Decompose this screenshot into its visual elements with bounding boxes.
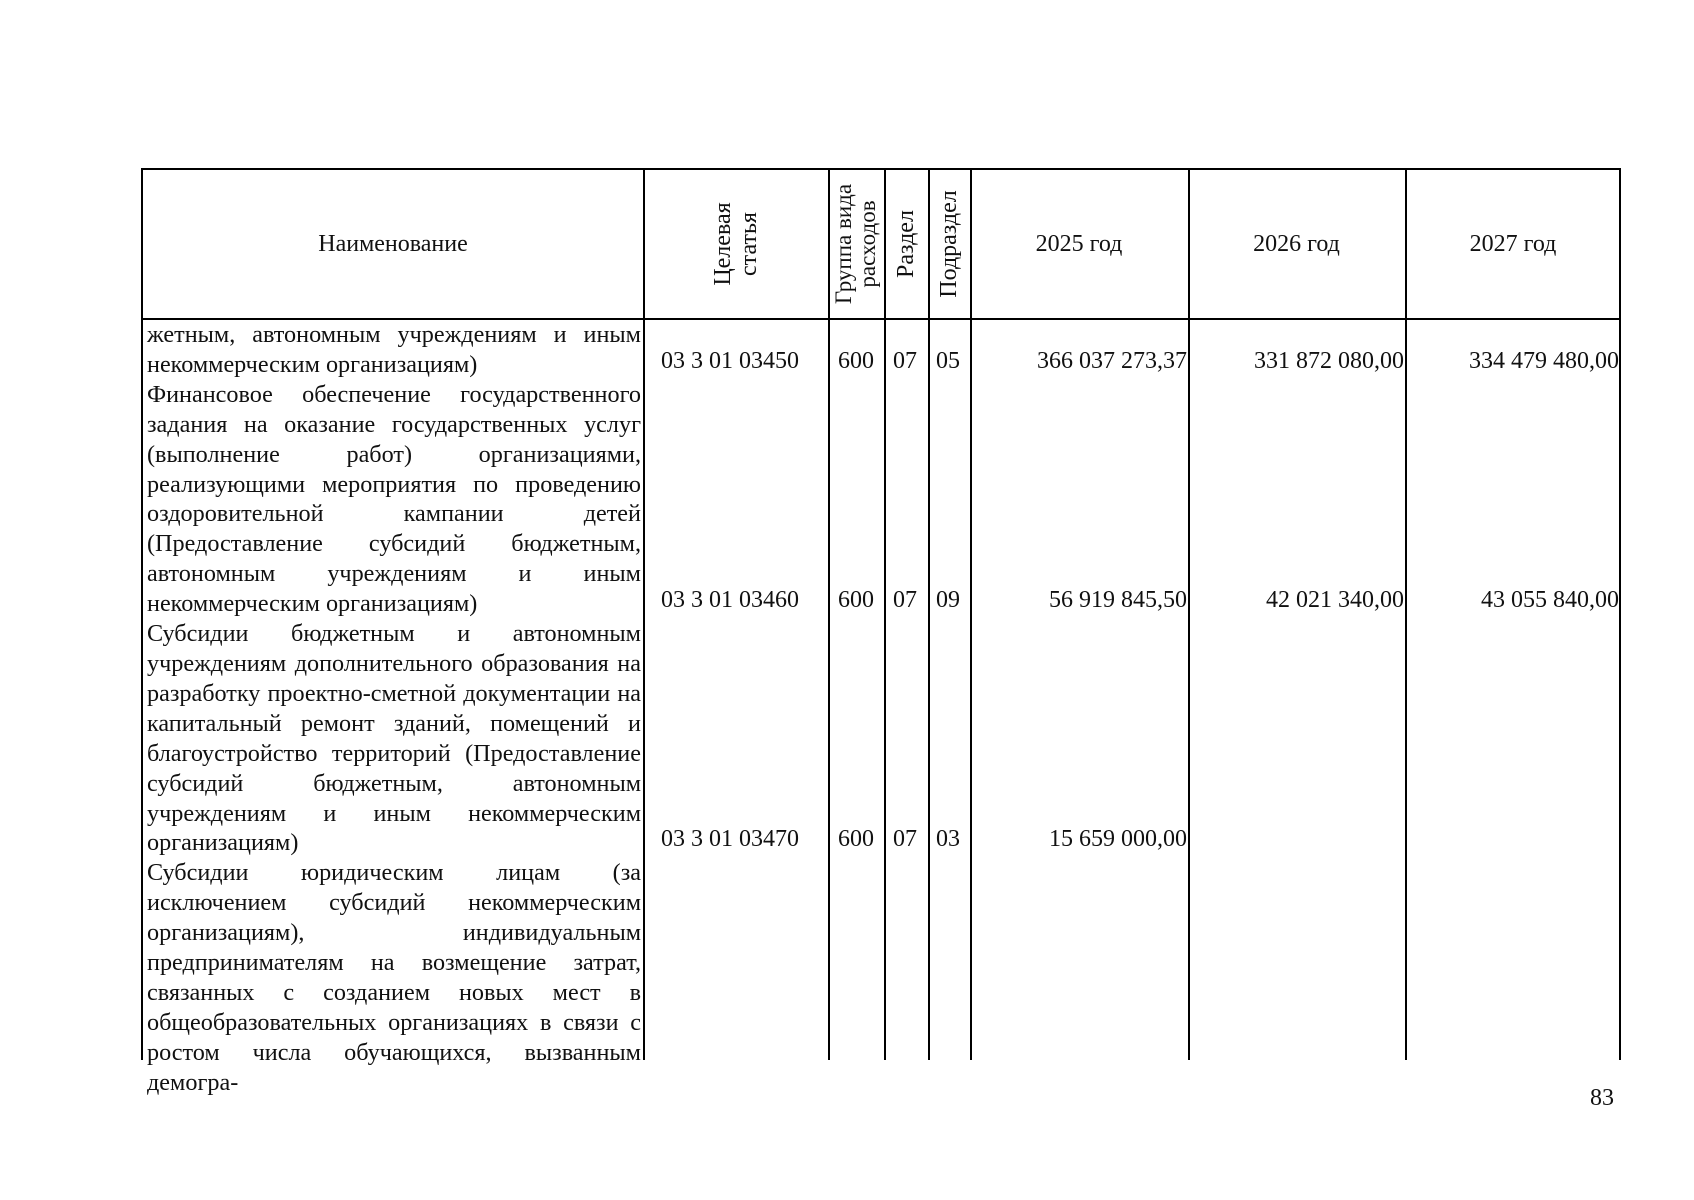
row-subsection: 03 (936, 826, 960, 852)
row-subsection: 09 (936, 587, 960, 613)
page-number: 83 (1590, 1085, 1614, 1111)
names-column (147, 320, 641, 1098)
budget-table (141, 168, 1621, 1096)
row-name: Субсидии юридическим лицам (за исключением субсидий некоммерческим организациям), индивидуальным предпринимателям на возмещение затрат, связанных с созданием новых мест в общеобразовательных организациях в связи с ростом числа обучающихся, вызванным демогра- (147, 859, 641, 1096)
row-group: 600 (838, 826, 874, 852)
header-group (828, 170, 884, 318)
row-group: 600 (838, 348, 874, 374)
row-section: 07 (893, 348, 917, 374)
header-2027: 2027 год (1469, 230, 1557, 257)
row-section: 07 (893, 587, 917, 613)
row-2026: 42 021 340,00 (1266, 587, 1404, 613)
row-section: 07 (893, 826, 917, 852)
header-2025: 2025 год (1035, 230, 1123, 257)
row-target: 03 3 01 03460 (661, 587, 799, 613)
header-target-label: Целевая статья (709, 202, 762, 286)
row-name: Субсидии бюджетным и автономным учреждениям дополнительного образования на разработку проектно-сметной документации на капитальный ремонт зданий, помещений и благоустройство территорий (Предоставление субсидий бюджетным, автономным учреждениям и иным некоммерческим организациям) (147, 620, 641, 857)
row-name: жетным, автономным учреждениям и иным некоммерческим организациям) (147, 321, 641, 378)
row-2025: 15 659 000,00 (1049, 826, 1187, 852)
row-2027: 334 479 480,00 (1469, 348, 1619, 374)
row-group: 600 (838, 587, 874, 613)
row-2025: 56 919 845,50 (1049, 587, 1187, 613)
row-target: 03 3 01 03470 (661, 826, 799, 852)
header-2026: 2026 год (1253, 230, 1340, 257)
header-group-label: Группа вида расходов (831, 183, 880, 305)
header-section-label: Раздел (893, 210, 919, 278)
row-subsection: 05 (936, 348, 960, 374)
header-subsection (928, 170, 970, 318)
header-name: Наименование (318, 230, 468, 257)
header-section (884, 170, 928, 318)
row-target: 03 3 01 03450 (661, 348, 799, 374)
row-2026: 331 872 080,00 (1254, 348, 1404, 374)
row-name: Финансовое обеспечение государственного задания на оказание государственных услуг (выполнение работ) организациями, реализующими мероприятия по проведению оздоровительной кампании детей (Предоставление субсидий бюджетным, автономным учреждениям и иным некоммерческим организациям) (147, 380, 641, 618)
header-subsection-label: Подраздел (936, 190, 962, 298)
row-2027: 43 055 840,00 (1481, 587, 1619, 613)
header-target (643, 170, 828, 318)
row-2025: 366 037 273,37 (1037, 348, 1187, 374)
